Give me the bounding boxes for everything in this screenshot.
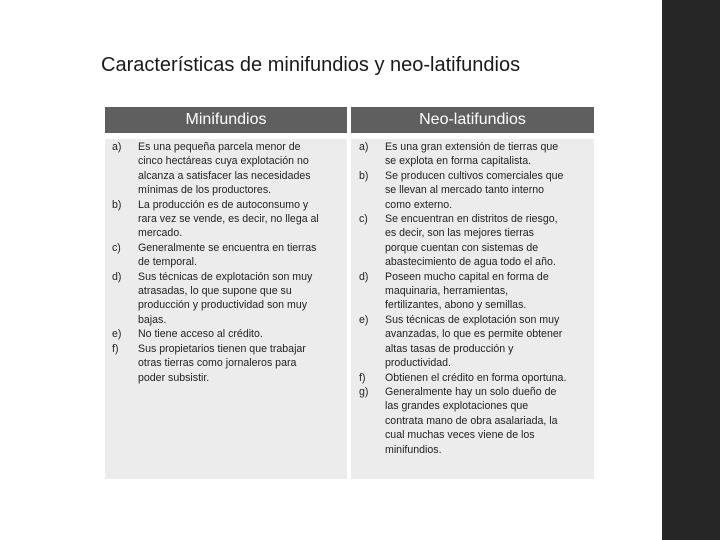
list-item [112,327,345,341]
list-item-letter: b) [359,169,369,182]
list-item-letter: f) [112,342,119,355]
list-item [112,241,345,270]
list-item [359,270,592,313]
text-line: se llevan al mercado tanto interno [385,184,544,197]
text-line: Es una pequeña parcela menor de [138,141,301,153]
list-item-letter: a) [112,141,122,153]
text-line: Obtienen el crédito en forma oportuna. [385,371,567,384]
text-line: las grandes explotaciones que [385,400,529,413]
list-item-letter: a) [359,141,369,153]
text-line: Sus técnicas de explotación son muy [138,270,313,283]
text-line: Poseen mucho capital en forma de [385,270,549,283]
list-item-text [138,327,345,341]
text-line: cinco hectáreas cuya explotación no [138,155,309,168]
list-item [359,212,592,270]
text-line: Sus propietarios tienen que trabajar [138,342,306,355]
text-line: poder subsistir. [138,371,210,384]
list-item [359,385,592,457]
text-line: Sus técnicas de explotación son muy [385,313,560,326]
list-item-letter: e) [112,328,122,341]
text-line: minifundios. [385,443,442,456]
text-line: Se encuentran en distritos de riesgo, [385,213,558,226]
side-bar [662,0,720,540]
slide-title: Características de minifundios y neo-latifundios [101,54,521,76]
list-item-text [385,371,592,385]
text-line: contrata mano de obra asalariada, la [385,414,558,427]
list-item-text [385,212,592,270]
text-line: Generalmente se encuentra en tierras [138,241,317,254]
text-line: rara vez se vende, es decir, no llega al [138,213,319,226]
text-line: se explota en forma capitalista. [385,155,532,168]
text-line: Es una gran extensión de tierras que [385,141,559,153]
list-item [359,313,592,371]
list-item-text [385,313,592,371]
list-item [112,342,345,385]
list-item-text [138,342,345,385]
text-line: No tiene acceso al crédito. [138,328,263,341]
list-item-text [138,140,345,198]
text-line: como externo. [385,198,453,211]
list-item-letter: c) [359,213,368,226]
text-line: maquinaria, herramientas, [385,285,509,298]
list-item-text [385,270,592,313]
list-item-text [385,169,592,212]
list-item-text [138,198,345,241]
text-line: Generalmente hay un solo dueño de [385,385,557,398]
text-line: altas tasas de producción y [385,342,514,355]
text-line: La producción es de autoconsumo y [138,198,309,211]
list-item [112,270,345,328]
list-item [359,169,592,212]
text-line: es decir, son las mejores tierras [385,227,534,240]
list-item-letter: f) [359,371,366,384]
text-line: de temporal. [138,256,197,269]
text-line: alcanza a satisfacer las necesidades [138,169,311,182]
text-line: mínimas de los productores. [138,184,272,197]
text-line: abastecimiento de agua todo el año. [385,256,556,269]
list-item-text [138,241,345,270]
list-item [112,198,345,241]
neo-latifundios-column [359,140,592,457]
text-line: cual muchas veces viene de los [385,429,535,442]
comparison-table [105,107,594,479]
column-divider [347,107,351,479]
list-item [112,140,345,198]
list-item-letter: b) [112,198,122,211]
list-item-letter: d) [359,270,369,283]
list-item-letter: c) [112,241,121,254]
list-item-letter: e) [359,313,369,326]
text-line: mercado. [138,227,183,240]
text-line: producción y productividad son muy [138,299,308,312]
text-line: productividad. [385,357,451,370]
header-divider [105,133,594,139]
list-item [359,140,592,169]
text-line: otras tierras como jornaleros para [138,357,297,370]
list-item-text [385,140,592,169]
text-line: fertilizantes, abono y semillas. [385,299,527,312]
text-line: avanzadas, lo que es permite obtener [385,328,563,341]
text-line: porque cuentan con sistemas de [385,241,539,254]
text-line: atrasadas, lo que supone que su [138,285,292,298]
list-item-text [385,385,592,457]
minifundios-column [112,140,345,385]
text-line: bajas. [138,313,167,326]
list-item-text [138,270,345,328]
header-neo-latifundios: Neo-latifundios [351,107,594,133]
list-item [359,371,592,385]
text-line: Se producen cultivos comerciales que [385,169,564,182]
header-minifundios: Minifundios [105,107,347,133]
list-item-letter: g) [359,385,369,398]
list-item-letter: d) [112,270,122,283]
